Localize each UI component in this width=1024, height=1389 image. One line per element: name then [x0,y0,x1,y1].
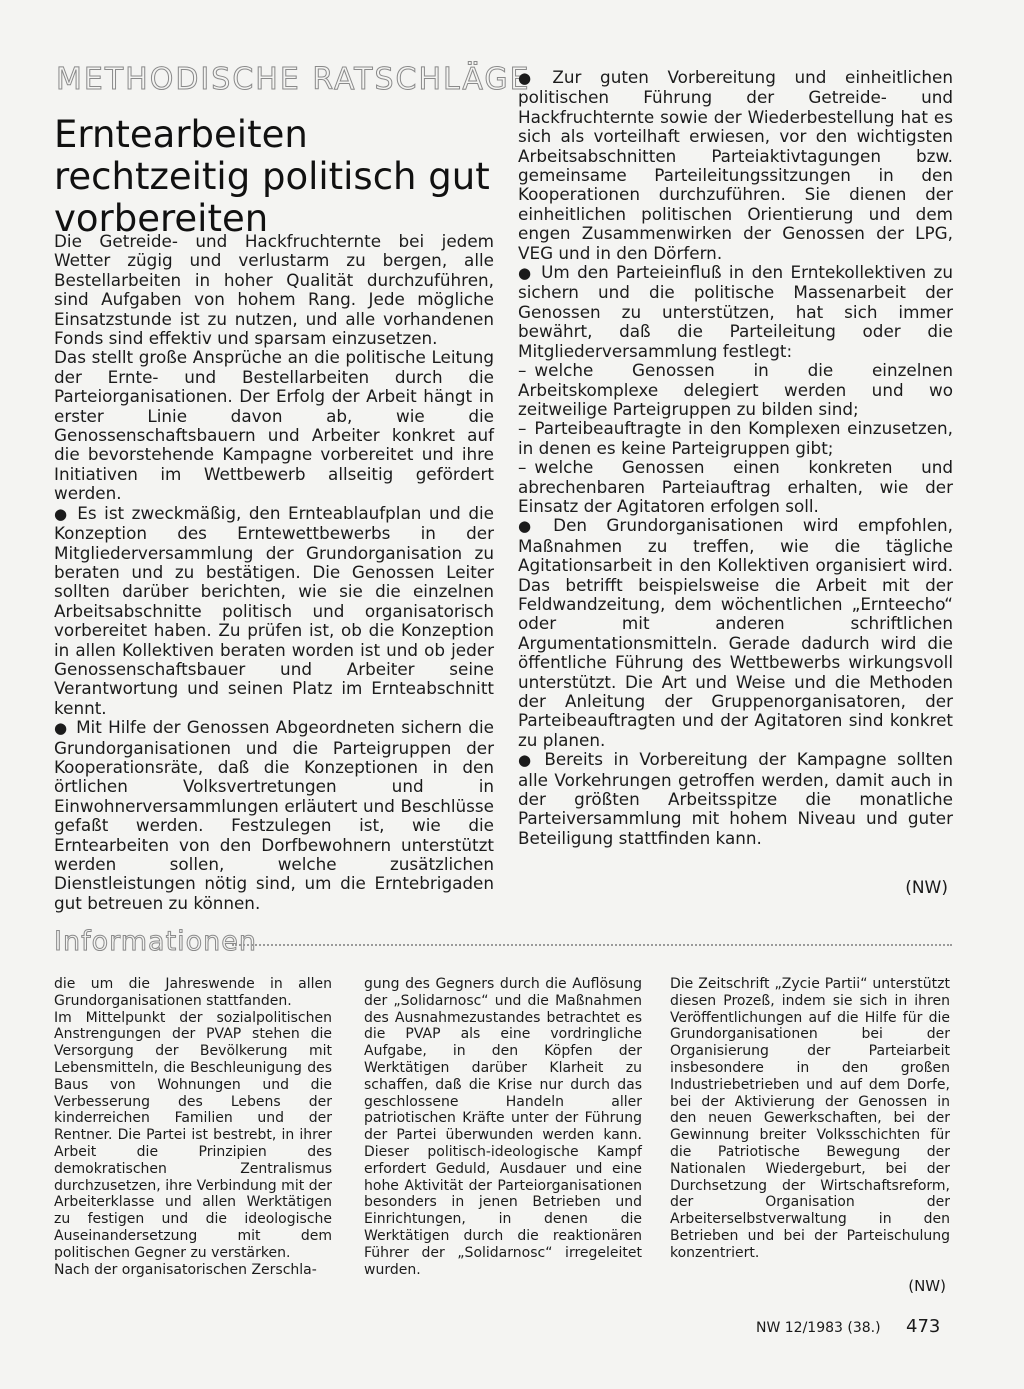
article-signature: (NW) [905,878,948,898]
paragraph: Nach der organisatorischen Zerschla- [54,1261,317,1278]
dash-item: – Parteibeauftragte in den Komplexen einzusetzen, in denen es keine Parteigruppen gibt; [518,419,953,458]
paragraph: Die Getreide- und Hackfruchternte bei jedem Wetter zügig und verlustarm zu bergen, alle Bestellarbeiten in hoher Qualität durchzuführen, sind Aufgaben von hohem Rang. Jede mögliche Einsatzstunde ist zu nutzen, und alle vorhandenen Fonds sind effektiv und sparsam einzusetzen. [54,231,494,349]
bullet-paragraph: ● Bereits in Vorbereitung der Kampagne sollten alle Vorkehrungen getroffen werden, damit auch in der größten Arbeitsspitze die monatliche Parteiversammlung mit hohem Niveau und guter Beteiligung stattfinden kann. [518,750,953,848]
left-column [54,232,494,913]
bullet-paragraph: ● Mit Hilfe der Genossen Abgeordneten sichern die Grundorganisationen und die Parteigruppen der Kooperationsräte, daß die Konzeptionen in den örtlichen Volksvertretungen und in Einwohnerversammlungen erläutert und Beschlüsse gefaßt werden. Festzulegen ist, wie die Erntearbeiten von den Dorfbewohnern unterstützt werden sollen, welche zusätzlichen Dienstleistungen nötig sind, um die Erntebrigaden gut betreuen zu können. [54,718,494,913]
paragraph: Die Zeitschrift „Zycie Partii“ unterstützt diesen Prozeß, indem sie sich in ihren Veröffentlichungen auf die Hilfe für die Grundorganisationen bei der Organisierung der Parteiarbeit insbesondere in den großen Industriebetrieben und auf dem Dorfe, bei der Aktivierung der Genossen in den neuen Gewerkschaften, bei der Gewinnung breiter Volksschichten für die Patriotische Bewegung der Nationalen Wiedergeburt, bei der Durchsetzung der Wirtschaftsreform, der Organisation der Arbeiterselbstverwaltung in den Betrieben und bei der Parteischulung konzentriert. [670,976,950,1261]
paragraph: Das stellt große Ansprüche an die politische Leitung der Ernte- und Bestellarbeiten durch die Parteiorganisationen. Der Erfolg der Arbeit hängt in erster Linie davon ab, wie die Genossenschaftsbauern und Arbeiter konkret auf die bevorstehende Kampagne vorbereitet und ihre Initiativen im Wettbewerb allseitig gefördert werden. [54,347,494,504]
bullet-paragraph: ● Den Grundorganisationen wird empfohlen, Maßnahmen zu treffen, wie die tägliche Agitationsarbeit in den Kollektiven organisiert wird. Das betrifft beispielsweise die Arbeit mit der Feldwandzeitung, dem wöchentlichen „Ernteecho“ oder mit anderen schriftlichen Argumentationsmitteln. Gerade dadurch wird die öffentliche Führung des Wettbewerbs wirkungsvoll unterstützt. Die Art und Weise und die Methoden der Anleitung der Gruppenorganisatoren, der Parteibeauftragten und der Agitatoren sind konkret zu planen. [518,516,953,750]
paragraph: gung des Gegners durch die Auflösung der „Solidarnosc“ und die Maßnahmen des Ausnahmezustandes betrachtet es die PVAP als eine vordringliche Aufgabe, in den Köpfen der Werktätigen darüber Klarheit zu schaffen, daß die Krise nur durch das geschlossene Handeln aller patriotischen Kräfte unter der Führung der Partei überwunden werden kann. Dieser politisch-ideologische Kampf erfordert Geduld, Ausdauer und eine hohe Aktivität der Parteiorganisationen besonders in jenen Betrieben und Einrichtungen, in denen die Werktätigen durch die reaktionären Führer der „Solidarnosc“ irregeleitet wurden. [364,976,642,1278]
paragraph: die um die Jahreswende in allen Grundorganisationen stattfanden. [54,976,332,1009]
info-signature: (NW) [908,1277,946,1295]
dash-item: – welche Genossen einen konkreten und abrechenbaren Parteiauftrag erhalten, wie der Einsatz der Agitatoren erfolgen soll. [518,458,953,516]
dash-item: – welche Genossen in die einzelnen Arbeitskomplexe delegiert werden und wo zeitweilige Parteigruppen zu bilden sind; [518,361,953,419]
info-column-3 [670,976,950,1262]
bullet-paragraph: ● Es ist zweckmäßig, den Ernteablaufplan und die Konzeption des Erntewettbewerbs in der Mitgliederversammlung der Grundorganisation zu beraten und zu bestätigen. Die Genossen Leiter sollten darüber berichten, wie sie die einzelnen Arbeitsabschnitte politisch und organisatorisch vorbereitet haben. Zu prüfen ist, ob die Konzeption in allen Kollektiven beraten worden ist und ob jeder Genossenschaftsbauer und Arbeiter seine Verantwortung und seinen Platz im Ernteabschnitt kennt. [54,504,494,718]
section-kicker: METHODISCHE RATSCHLÄGE [56,62,531,97]
dotted-divider [232,944,952,946]
issue-reference: NW 12/1983 (38.) [756,1320,881,1336]
info-column-2 [364,976,642,1278]
paragraph: Im Mittelpunkt der sozialpolitischen Anstrengungen der PVAP stehen die Versorgung der Bevölkerung mit Lebensmitteln, die Beschleunigung des Baus von Wohnungen und die Verbesserung des Lebens der kinderreichen Familien und der Rentner. Die Partei ist bestrebt, in ihrer Arbeit die Prinzipien des demokratischen Zentralismus durchzusetzen, ihre Verbindung mit der Arbeiterklasse und allen Werktätigen zu festigen und die ideologische Auseinandersetzung mit dem politischen Gegner zu verstärken. [54,1009,332,1261]
article-headline: Erntearbeiten rechtzeitig politisch gut vorbereiten [54,113,490,240]
info-section-heading: Informationen [54,926,258,957]
page-number: 473 [906,1316,941,1337]
right-column [518,68,953,848]
bullet-paragraph: ● Um den Parteieinfluß in den Erntekollektiven zu sichern und die politische Massenarbeit der Genossen zu unterstützen, hat sich immer bewährt, daß die Parteileitung oder die Mitgliederversammlung festlegt: [518,263,953,361]
bullet-paragraph: ● Zur guten Vorbereitung und einheitlichen politischen Führung der Getreide- und Hackfruchternte sowie der Wiederbestellung hat es sich als vorteilhaft erwiesen, vor den wichtigsten Arbeitsabschnitten Parteiaktivtagungen bzw. gemeinsame Parteileitungssitzungen in den Kooperationen durchzuführen. Sie dienen der einheitlichen politischen Orientierung und dem engen Zusammenwirken der Genossen der LPG, VEG und in den Dörfern. [518,68,953,263]
info-column-1 [54,976,332,1278]
